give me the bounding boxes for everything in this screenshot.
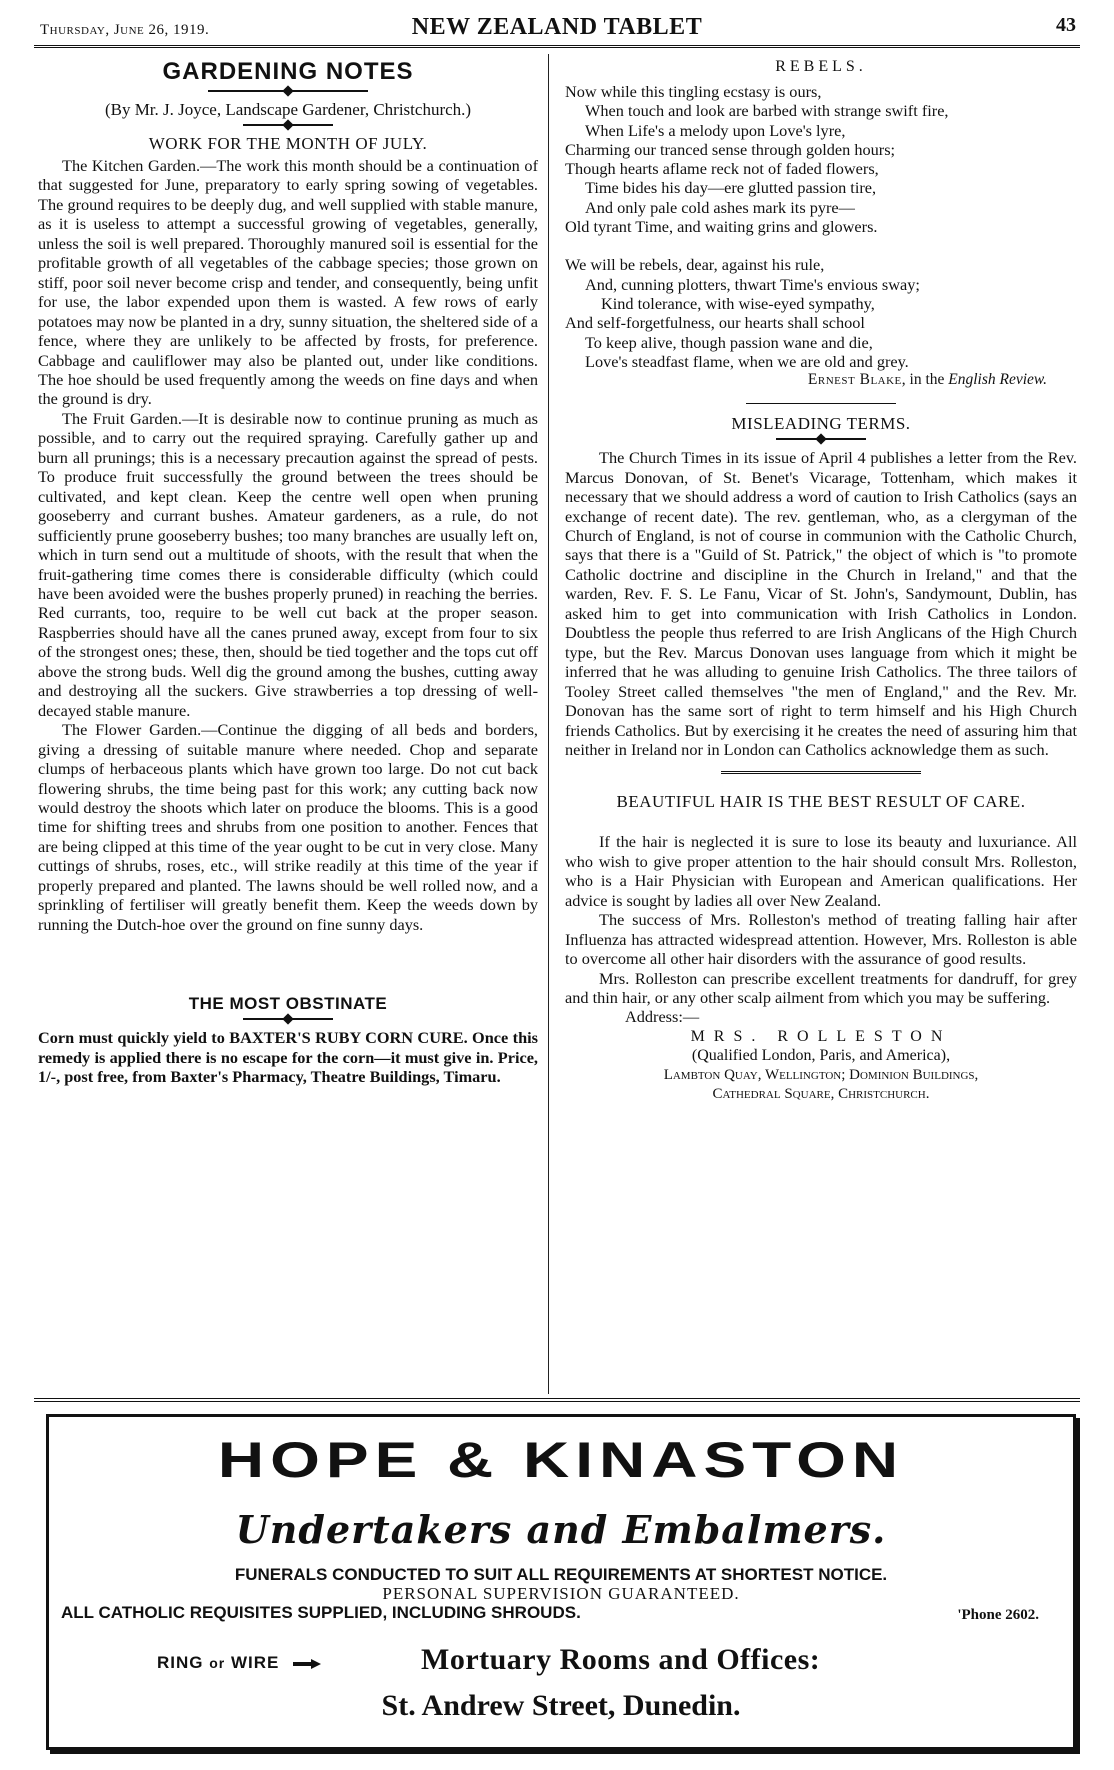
rebels-poem — [565, 82, 1077, 371]
advert-line-3: ALL CATHOLIC REQUISITES SUPPLIED, INCLUDING SHROUDS. — [61, 1603, 581, 1622]
poem-line: Charming our tranced sense through golden hours; — [565, 139, 896, 159]
advert-ring — [157, 1653, 323, 1673]
byline-ornament — [243, 124, 333, 126]
misleading-body — [565, 448, 1077, 759]
or-word: or — [209, 1655, 226, 1671]
header-rule — [34, 45, 1080, 48]
gardening-byline: (By Mr. J. Joyce, Landscape Gardener, Christchurch.) — [104, 100, 472, 119]
hair-paragraph: If the hair is neglected it is sure to lose its beauty and luxuriance. All who wish to give proper attention to the hair should consult Mrs. Rolleston, who is a Hair Physician with European and American qualifications. Her advice is sought by ladies all over New Zealand. — [565, 832, 1077, 910]
poem-line: When Life's a melody upon Love's lyre, — [585, 120, 846, 140]
advert-rule — [34, 1398, 1080, 1402]
right-column — [565, 58, 1077, 1105]
title-ornament — [208, 90, 368, 92]
advert-lines — [49, 1565, 1073, 1622]
poem-line: Now while this tingling ecstasy is ours, — [565, 82, 822, 101]
kitchen-garden-paragraph: The Kitchen Garden.—The work this month should be a continuation of that suggested for June, preparatory to early spring sowing of vegetables. The ground requires to be deeply dug, and well supplied with stable manure, as it is useless to attempt a successful growing of vegetables, generally, unless the soil is well prepared. Thoroughly manured soil is essential for the profitable growth of all vegetables of the cabbage species; those grown on stiff, poor soil never become crisp and tender, and consequently, being unfit for use, the labor expended upon them is wasted. A few rows of early potatoes may now be planted in a dry, sunny situation, the sheltered side of a fence, where they are unlikely to be affected by frosts, for preference. Cabbage and cauliflower may also be planted out, under like conditions. The hoe should be used frequently among the weeds on fine days and when the ground is dry. — [38, 156, 538, 409]
section-divider — [721, 771, 921, 774]
misleading-ornament — [776, 438, 866, 440]
pointing-hand-icon — [293, 1659, 323, 1669]
page-number: 43 — [1056, 14, 1076, 36]
hair-body — [565, 832, 1077, 1007]
hair-title: BEAUTIFUL HAIR IS THE BEST RESULT OF CARE. — [616, 792, 1026, 812]
advert-subtitle: Undertakers and Embalmers. — [235, 1507, 887, 1552]
poem-source: English Review. — [948, 371, 1047, 389]
section-divider — [746, 403, 896, 404]
advert-phone: 'Phone 2602. — [957, 1607, 1039, 1623]
undertaker-advert — [46, 1414, 1076, 1750]
hair-address — [565, 1027, 1077, 1105]
obstinate-ornament — [243, 1018, 333, 1020]
obstinate-title: THE MOST OBSTINATE — [188, 994, 388, 1014]
poem-line: Time bides his day—ere glutted passion tire, — [585, 178, 877, 198]
address-label: Address:— — [625, 1007, 700, 1027]
poem-line: And only pale cold ashes mark its pyre— — [585, 197, 855, 217]
flower-garden-paragraph: The Flower Garden.—Continue the digging of all beds and borders, giving a dressing of suitable manure where needed. Chop and separate clumps of herbaceous plants which have grown too large. Do not cut back flowering shrubs, the time being past for this work; any cutting back now would destroy the shoots which later on produce the blooms. This is a good time for shifting trees and shrubs from one position to another. Fences that are being clipped at this time of the year ought to be cut in very close. Many cuttings of shrubs, roses, etc., will strike readily at this time of the year if properly prepared and planted. The lawns should be well rolled now, and a sprinkling of fertiliser will greatly benefit them. Keep the weeds down by running the Dutch-hoe over the ground on fine sunny days. — [38, 720, 538, 934]
poem-line: And, cunning plotters, thwart Time's envious sway; — [585, 274, 920, 294]
advert-rooms: Mortuary Rooms and Offices: — [421, 1643, 821, 1676]
issue-date: Thursday, June 26, 1919. — [40, 22, 210, 38]
poem-author: Ernest Blake — [807, 371, 902, 389]
gardening-subtitle: WORK FOR THE MONTH OF JULY. — [148, 134, 428, 153]
ring-word: RING — [157, 1653, 204, 1672]
hair-paragraph: The success of Mrs. Rolleston's method of treating falling hair after Influenza has attracted widespread attention. However, Mrs. Rolleston is able to overcome all other hair disorders with the assurance of good results. — [565, 910, 1077, 969]
left-column — [38, 58, 538, 1087]
advert-line-1: FUNERALS CONDUCTED TO SUIT ALL REQUIREMENTS AT SHORTEST NOTICE. — [234, 1565, 888, 1584]
advert-street: St. Andrew Street, Dunedin. — [381, 1689, 741, 1722]
poem-line: To keep alive, though passion wane and die, — [585, 332, 873, 352]
poem-line: Though hearts aflame reck not of faded flowers, — [565, 159, 879, 179]
hair-paragraph: Mrs. Rolleston can prescribe excellent treatments for dandruff, for grey and thin hair, or any other scalp ailment from which you may be suffering. — [565, 968, 1077, 1008]
poem-line: Kind tolerance, with wise-eyed sympathy, — [601, 293, 875, 313]
rebels-title: REBELS. — [775, 58, 867, 75]
fruit-garden-paragraph: The Fruit Garden.—It is desirable now to continue pruning as much as possible, and to carry out the required spraying. Carefully gather up and burn all prunings; this is a necessary precaution against the spread of pests. To produce fruit successfully the ground between the trees should be cultivated, and kept clean. Keep the centre well open when pruning gooseberry and currant bushes. Amateur gardeners, as a rule, do not sufficiently prune gooseberry bushes; too many branches are usually left on, which in turn send out a multitude of shoots, with the result that when the fruit-gathering time comes there is considerable difficulty (which could have been avoided were the bushes properly pruned) in reaching the berries. Red currants, too, require to be well cut back at the proper season. Raspberries should have all the canes pruned away, except from four to six of the strongest ones; these, then, should be tied together and the tops cut off above the strong buds. Well dig the ground among the bushes, cutting away and destroying all the suckers. Give strawberries a top dressing of well-decayed stable manure. — [38, 408, 538, 720]
poem-line: And self-forgetfulness, our hearts shall school — [565, 313, 865, 333]
column-divider — [548, 54, 549, 1394]
advert-title: HOPE & KINASTON — [217, 1431, 905, 1489]
advert-line-2: PERSONAL SUPERVISION GUARANTEED. — [382, 1584, 740, 1603]
misleading-title: MISLEADING TERMS. — [731, 414, 911, 434]
poem-line: When touch and look are barbed with strange swift fire, — [585, 101, 949, 121]
newspaper-title: NEW ZEALAND TABLET — [411, 14, 703, 40]
rolleston-address-1: Lambton Quay, Wellington; Dominion Buildings, — [663, 1066, 979, 1083]
rolleston-qualified: (Qualified London, Paris, and America), — [691, 1047, 951, 1065]
gardening-title: GARDENING NOTES — [162, 58, 414, 85]
misleading-paragraph: The Church Times in its issue of April 4 publishes a letter from the Rev. Marcus Donovan, of St. Benet's Vicarage, Tottenham, which makes it necessary that we should address a word of caution to Irish Catholics (says an exchange of recent date). The rev. gentleman, who, as a clergyman of the Church of England, is not of course in communion with the Catholic Church, says that there is a "Guild of St. Patrick," the object of which is "to promote Catholic doctrine and discipline in the Church in Ireland," and that the warden, Rev. F. S. Le Fanu, Vicar of St. John's, Sandymount, Dublin, has asked him to get into communication with Irish Catholics in London. Doubtless the people thus referred to are Irish Anglicans of the High Church type, but the Rev. Marcus Donovan uses language from which it might be inferred that he was alluding to genuine Irish Catholics. The three tailors of Tooley Street called themselves "the men of England," and the Rev. Mr. Donovan has the same sort of right to term himself and his High Church friends Catholics. But by exercising it he creates the need of assuring him that neither in Ireland nor in London can Catholics acknowledge them as such. — [565, 448, 1077, 759]
wire-word: WIRE — [230, 1653, 280, 1672]
poem-attribution — [565, 371, 1077, 389]
poem-line: We will be rebels, dear, against his rule, — [565, 255, 825, 275]
poem-line: Old tyrant Time, and waiting grins and glowers. — [565, 217, 878, 237]
rolleston-address-2: Cathedral Square, Christchurch. — [712, 1086, 930, 1103]
poem-line: Love's steadfast flame, when we are old and grey. — [585, 351, 909, 371]
obstinate-text: Corn must quickly yield to BAXTER'S RUBY CORN CURE. Once this remedy is applied there is no escape for the corn—it must give in. Price, 1/-, post free, from Baxter's Pharmacy, Theatre Buildings, Timaru. — [38, 1028, 538, 1087]
page-header — [34, 8, 1080, 42]
rolleston-name: MRS. ROLLESTON — [690, 1027, 952, 1045]
poem-source-prefix: , in the — [901, 371, 949, 389]
